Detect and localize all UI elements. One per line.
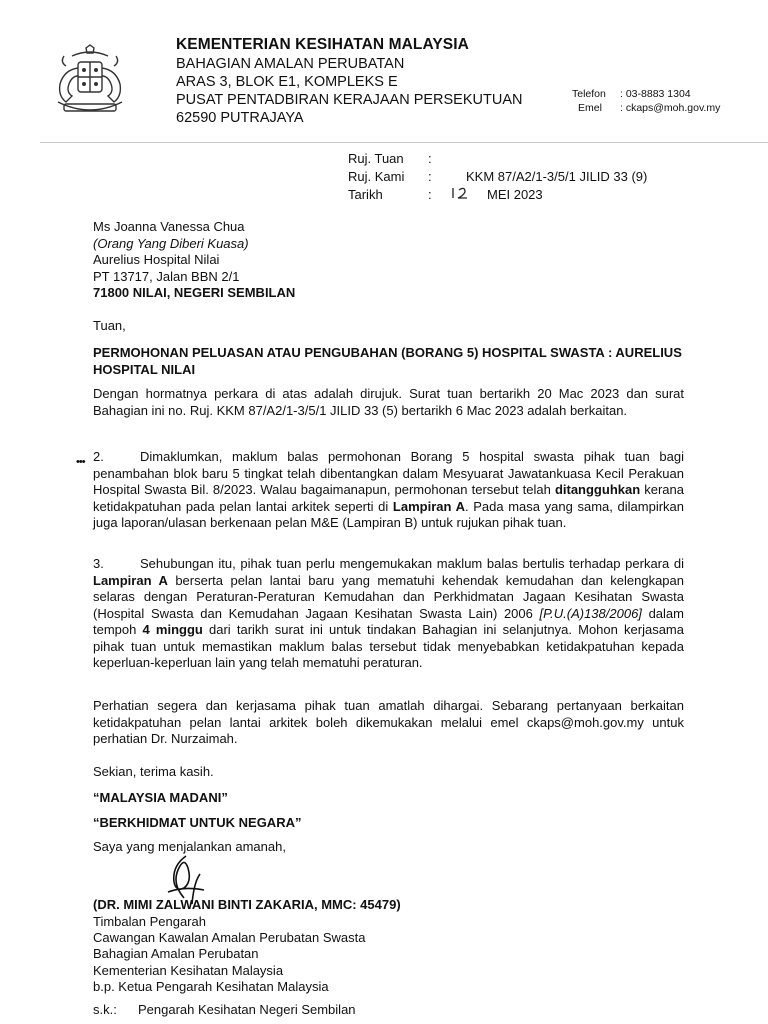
recipient-role: (Orang Yang Diberi Kuasa): [93, 235, 249, 251]
org-title: KEMENTERIAN KESIHATAN MALAYSIA: [176, 36, 469, 53]
paragraph-text: berserta pelan lantai baru yang mematuhi kehendak kemudahan dan kelengkapan selaras dengan Peraturan-Peraturan Kemudahan dan Perkhidmatan Jagaan Kesihatan Swasta (Hospital Swasta dan Kemudahan Jagaan Kesihatan Swasta Lain) 2006: [93, 572, 685, 621]
signatory-line: Kementerian Kesihatan Malaysia: [93, 962, 284, 978]
signatory-line: b.p. Ketua Pengarah Kesihatan Malaysia: [93, 978, 329, 994]
cc-line: [93, 1002, 356, 1017]
address-line: 62590 PUTRAJAYA: [176, 110, 304, 126]
signatory-line: Bahagian Amalan Perubatan: [93, 946, 259, 962]
paragraph-bold: ditangguhkan: [554, 482, 641, 497]
address-line: ARAS 3, BLOK E1, KOMPLEKS E: [176, 74, 398, 90]
subject-line: PERMOHONAN PELUASAN ATAU PENGUBAHAN (BORANG 5) HOSPITAL SWASTA : AURELIUS HOSPITAL NILAI: [93, 345, 682, 377]
paragraph-number: 3.: [93, 556, 104, 571]
tarikh-value: MEI 2023: [487, 187, 543, 202]
paragraph-4: Perhatian segera dan kerjasama pihak tuan amatlah dihargai. Sebarang pertanyaan berkaitan ketidakpatuhan pelan lantai arkitek boleh dikemukakan melalui emel ckaps@moh.gov.my untuk perhatian Dr. Nurzaimah.: [93, 698, 684, 746]
paragraph-text: Dimaklumkan, maklum balas permohonan Borang 5 hospital swasta pihak tuan bagi penambahan blok baru 5 tingkat telah dibentangkan dalam Mesyuarat Jawatankuasa Kecil Perakuan Hospital Swasta Bil. 8/2023. Walau bagaimanapun, permohonan tersebut telah: [93, 449, 684, 497]
margin-mark: •••: [76, 456, 85, 468]
ref-colon: :: [428, 187, 432, 202]
paragraph-2: [93, 449, 684, 532]
phone-label: Telefon: [572, 88, 606, 100]
paragraph-bold: Lampiran A: [392, 498, 465, 514]
closing-thanks: Sekian, terima kasih.: [93, 764, 214, 779]
signatory-name: (DR. MIMI ZALWANI BINTI ZAKARIA, MMC: 45479): [93, 897, 401, 912]
paragraph-bold: Lampiran A: [93, 572, 168, 588]
paragraph-bold: 4 minggu: [142, 622, 203, 637]
signatory-line: Cawangan Kawalan Amalan Perubatan Swasta: [93, 930, 366, 946]
signatory-line: Timbalan Pengarah: [93, 914, 206, 929]
handwritten-date-mark: [450, 186, 474, 200]
recipient-line: 71800 NILAI, NEGERI SEMBILAN: [93, 285, 296, 300]
closing-trust: Saya yang menjalankan amanah,: [93, 839, 286, 854]
cc-value: Pengarah Kesihatan Negeri Sembilan: [138, 1002, 356, 1017]
recipient-line: PT 13717, Jalan BBN 2/1: [93, 268, 240, 284]
paragraph-text: Sehubungan itu, pihak tuan perlu mengemukakan maklum balas bertulis terhadap perkara di: [140, 556, 684, 571]
paragraph-text: kerana ketidakpatuhan pada pelan lantai arkitek seperti di: [93, 482, 684, 514]
paragraph-text: dalam tempoh: [93, 605, 684, 637]
cc-label: s.k.:: [93, 1002, 117, 1017]
signatory-title-block: [93, 914, 365, 995]
paragraph-1: Dengan hormatnya perkara di atas adalah dirujuk. Surat tuan bertarikh 20 Mac 2023 dan surat Bahagian ini no. Ruj. KKM 87/A2/1-3/5/1 JILID 33 (5) bertarikh 6 Mac 2023 adalah berkaitan.: [93, 386, 684, 418]
coat-of-arms-icon: [50, 44, 130, 122]
tarikh-label: Tarikh: [348, 187, 383, 202]
ruj-tuan-label: Ruj. Tuan: [348, 151, 404, 166]
paragraph-number: 2.: [93, 449, 104, 464]
address-line: BAHAGIAN AMALAN PERUBATAN: [176, 56, 405, 72]
ruj-kami-value: KKM 87/A2/1-3/5/1 JILID 33 (9): [466, 169, 648, 184]
paragraph-3: [93, 556, 684, 672]
salutation: Tuan,: [93, 318, 126, 333]
ref-colon: :: [428, 169, 432, 184]
phone-value: : 03-8883 1304: [620, 88, 691, 100]
email-label: Emel: [578, 102, 602, 114]
motto-madani: “MALAYSIA MADANI”: [93, 790, 228, 805]
paragraph-text: . Pada masa yang sama, dilampirkan juga laporan/ulasan berkenaan pelan M&E (Lampiran B) untuk rujukan pihak tuan.: [93, 498, 684, 530]
ref-colon: :: [428, 151, 432, 166]
header-divider: [40, 142, 768, 143]
recipient-line: Aurelius Hospital Nilai: [93, 252, 220, 267]
email-link[interactable]: : ckaps@moh.gov.my: [620, 102, 721, 114]
paragraph-text: dari tarikh surat ini untuk tindakan Bahagian ini selanjutnya. Mohon kerjasama pihak tuan untuk memastikan maklum balas tersebut tidak menyebabkan ketidakpatuhan kepada keperluan-keperluan lain yang telah mematuhi peraturan.: [93, 622, 684, 670]
recipient-block: [93, 219, 295, 302]
paragraph-italic: [P.U.(A)138/2006]: [539, 605, 642, 621]
address-line: PUSAT PENTADBIRAN KERAJAAN PERSEKUTUAN: [176, 92, 523, 108]
ruj-kami-label: Ruj. Kami: [348, 169, 405, 184]
motto-berkhidmat: “BERKHIDMAT UNTUK NEGARA”: [93, 815, 302, 830]
recipient-name: Ms Joanna Vanessa Chua: [93, 219, 245, 234]
